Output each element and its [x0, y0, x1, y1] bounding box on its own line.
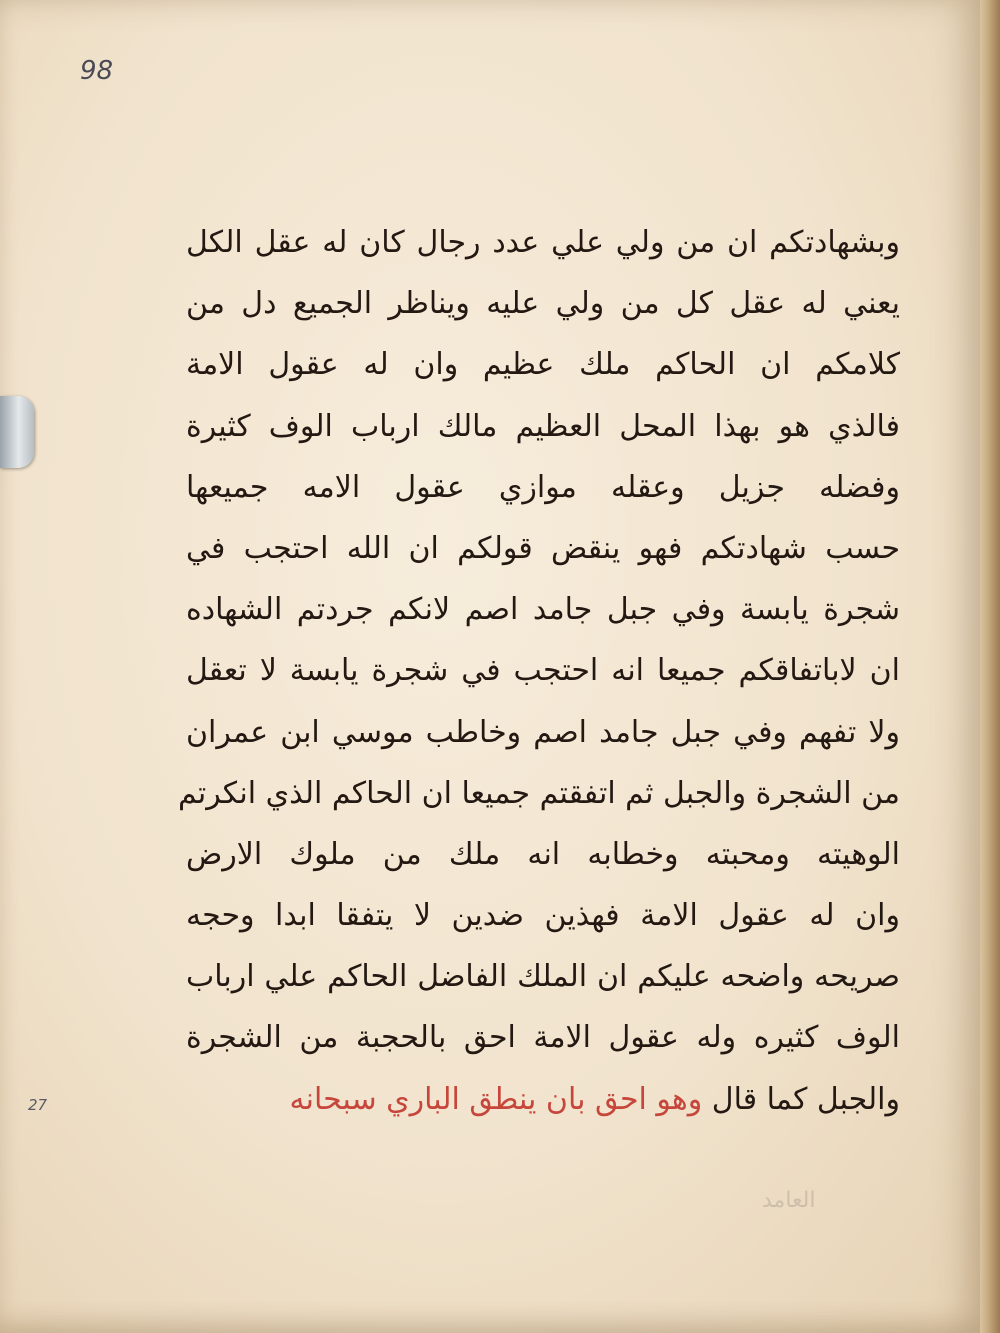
text-line: كلامكم ان الحاكم ملك عظيم وان له عقول الامة: [186, 347, 900, 383]
text-line: ان لاباتفاقكم جميعا انه احتجب في شجرة يابسة لا تعقل: [186, 653, 900, 689]
margin-note: 27: [28, 1096, 48, 1114]
text-line: حسب شهادتكم فهو ينقض قولكم ان الله احتجب في: [186, 530, 900, 566]
text-line: من الشجرة والجبل ثم اتفقتم جميعا ان الحاكم الذي انكرتم: [177, 775, 900, 811]
binding-clip-icon: [0, 396, 34, 468]
text-line: ولا تفهم وفي جبل جامد اصم وخاطب موسي ابن عمران: [186, 714, 900, 750]
rubric-text: وهو احق بان ينطق الباري سبحانه: [289, 1081, 703, 1117]
text-line: وبشهادتكم ان من ولي علي عدد رجال كان له عقل الكل: [186, 225, 900, 260]
text-line: وان له عقول الامة فهذين ضدين لا يتفقا ابدا وحجه: [186, 898, 900, 934]
library-stamp: العامد: [762, 1188, 816, 1213]
folio-number: 98: [80, 56, 114, 86]
text-line: وفضله جزيل وعقله موازي عقول الامه جميعها: [186, 469, 900, 505]
text-line: الوف كثيره وله عقول الامة احق بالحجبة من الشجرة: [186, 1020, 900, 1056]
text-line: فالذي هو بهذا المحل العظيم مالك ارباب الوف كثيرة: [186, 408, 900, 444]
text-line: الوهيته ومحبته وخطابه انه ملك من ملوك الارض: [186, 836, 900, 872]
text-line: صريحه واضحه عليكم ان الملك الفاضل الحاكم علي ارباب: [186, 959, 900, 995]
page-edge: [980, 0, 1000, 1333]
text-line: يعني له عقل كل من ولي عليه ويناظر الجميع دل من: [186, 286, 900, 322]
text-segment-black: والجبل كما قال: [711, 1081, 900, 1117]
manuscript-text: [177, 212, 900, 1130]
text-line: شجرة يابسة وفي جبل جامد اصم لانكم جردتم الشهاده: [186, 592, 900, 628]
text-line-final: [186, 1069, 900, 1130]
